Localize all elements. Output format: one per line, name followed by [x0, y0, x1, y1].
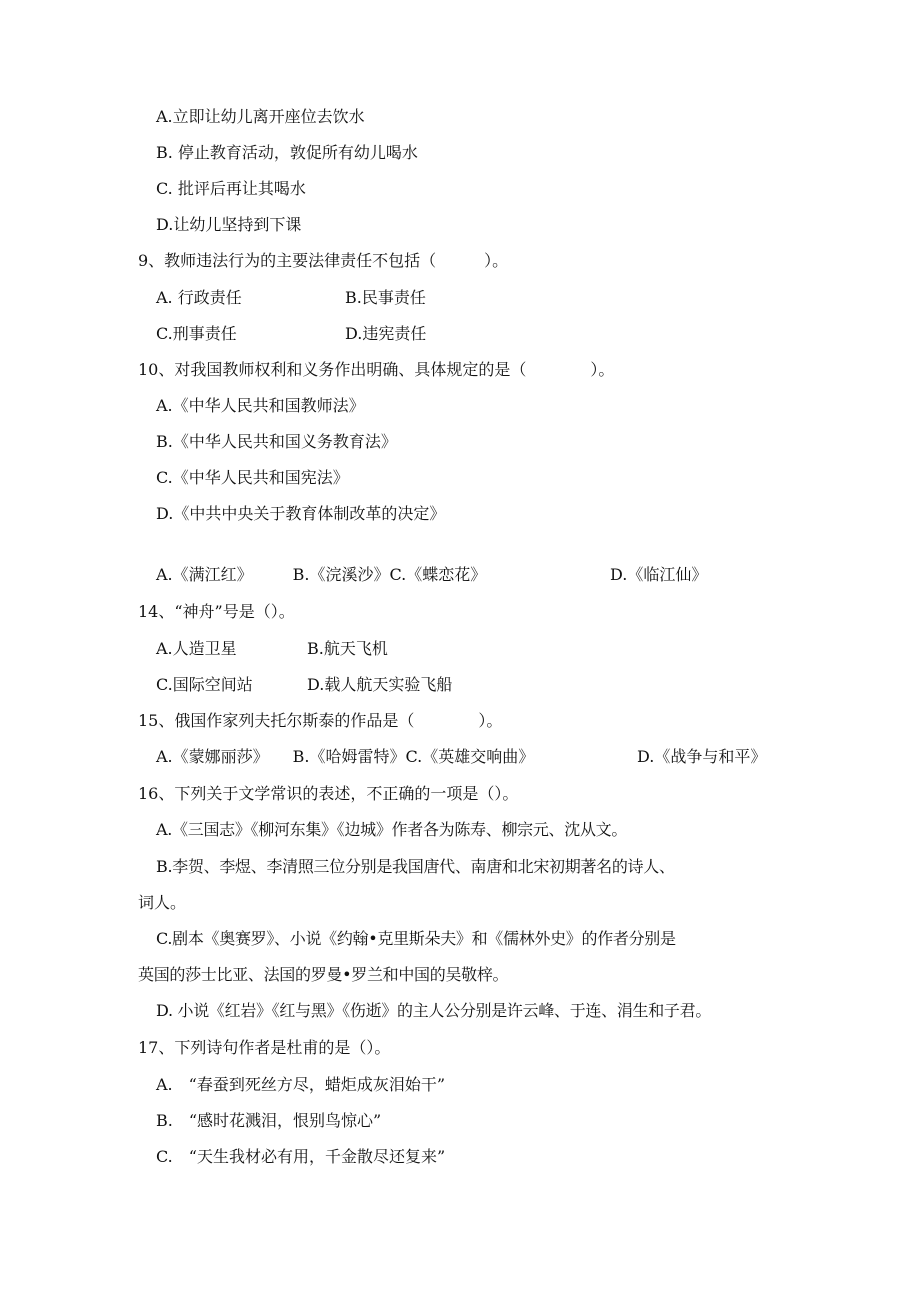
- q17-option-b: B. “感时花溅泪，恨别鸟惊心”: [156, 1111, 382, 1130]
- q9-option-d: D.违宪责任: [345, 324, 427, 343]
- q9-option-b: B.民事责任: [345, 288, 426, 307]
- q15-stem: 15、俄国作家列夫托尔斯泰的作品是（ ）。: [138, 711, 503, 730]
- q9-option-a: A. 行政责任: [156, 288, 242, 307]
- q16-option-c-line1: C.剧本《奥赛罗》、小说《约翰•克里斯朵夫》和《儒林外史》的作者分别是: [156, 929, 676, 948]
- q16-option-c-line2: 英国的莎士比亚、法国的罗曼•罗兰和中国的吴敬梓。: [138, 965, 509, 984]
- q15-option-d: D.《战争与和平》: [637, 747, 767, 766]
- q17-stem: 17、下列诗句作者是杜甫的是（）。: [138, 1038, 391, 1057]
- q16-option-b-line2: 词人。: [138, 893, 187, 912]
- q9-option-c: C.刑事责任: [156, 324, 237, 343]
- q10-option-d: D.《中共中央关于教育体制改革的决定》: [156, 504, 446, 523]
- q14-stem: 14、“神舟”号是（）。: [138, 602, 295, 621]
- q9-stem: 9、教师违法行为的主要法律责任不包括（ ）。: [138, 251, 509, 270]
- q8-option-c: C. 批评后再让其喝水: [156, 179, 306, 198]
- q8-option-d: D.让幼儿坚持到下课: [156, 215, 302, 234]
- q17-option-c: C. “天生我材必有用，千金散尽还复来”: [156, 1147, 446, 1166]
- q8-option-a: A.立即让幼儿离开座位去饮水: [156, 107, 365, 126]
- q10-option-c: C.《中华人民共和国宪法》: [156, 468, 349, 487]
- q16-stem: 16、下列关于文学常识的表述，不正确的一项是（）。: [138, 784, 519, 803]
- q16-option-d: D. 小说《红岩》《红与黑》《伤逝》的主人公分别是许云峰、于连、涓生和子君。: [156, 1001, 712, 1020]
- q10-option-a: A.《中华人民共和国教师法》: [156, 396, 365, 415]
- q13-option-d: D.《临江仙》: [610, 565, 708, 584]
- q15-option-abc: A.《蒙娜丽莎》 B.《哈姆雷特》C.《英雄交响曲》: [156, 747, 535, 766]
- q17-option-a: A. “春蚕到死丝方尽，蜡炬成灰泪始干”: [156, 1075, 446, 1094]
- q14-option-a: A.人造卫星: [156, 639, 237, 658]
- q14-option-c: C.国际空间站: [156, 675, 253, 694]
- q16-option-b-line1: B.李贺、李煜、李清照三位分别是我国唐代、南唐和北宋初期著名的诗人、: [156, 857, 675, 876]
- q8-option-b: B. 停止教育活动，敦促所有幼儿喝水: [156, 143, 418, 162]
- q10-option-b: B.《中华人民共和国义务教育法》: [156, 432, 397, 451]
- q14-option-d: D.载人航天实验飞船: [307, 675, 453, 694]
- q13-option-abc: A.《满江红》 B.《浣溪沙》C.《蝶恋花》: [156, 565, 487, 584]
- q10-stem: 10、对我国教师权利和义务作出明确、具体规定的是（ ）。: [138, 360, 615, 379]
- q14-option-b: B.航天飞机: [307, 639, 388, 658]
- q16-option-a: A.《三国志》《柳河东集》《边城》作者各为陈寿、柳宗元、沈从文。: [156, 820, 628, 839]
